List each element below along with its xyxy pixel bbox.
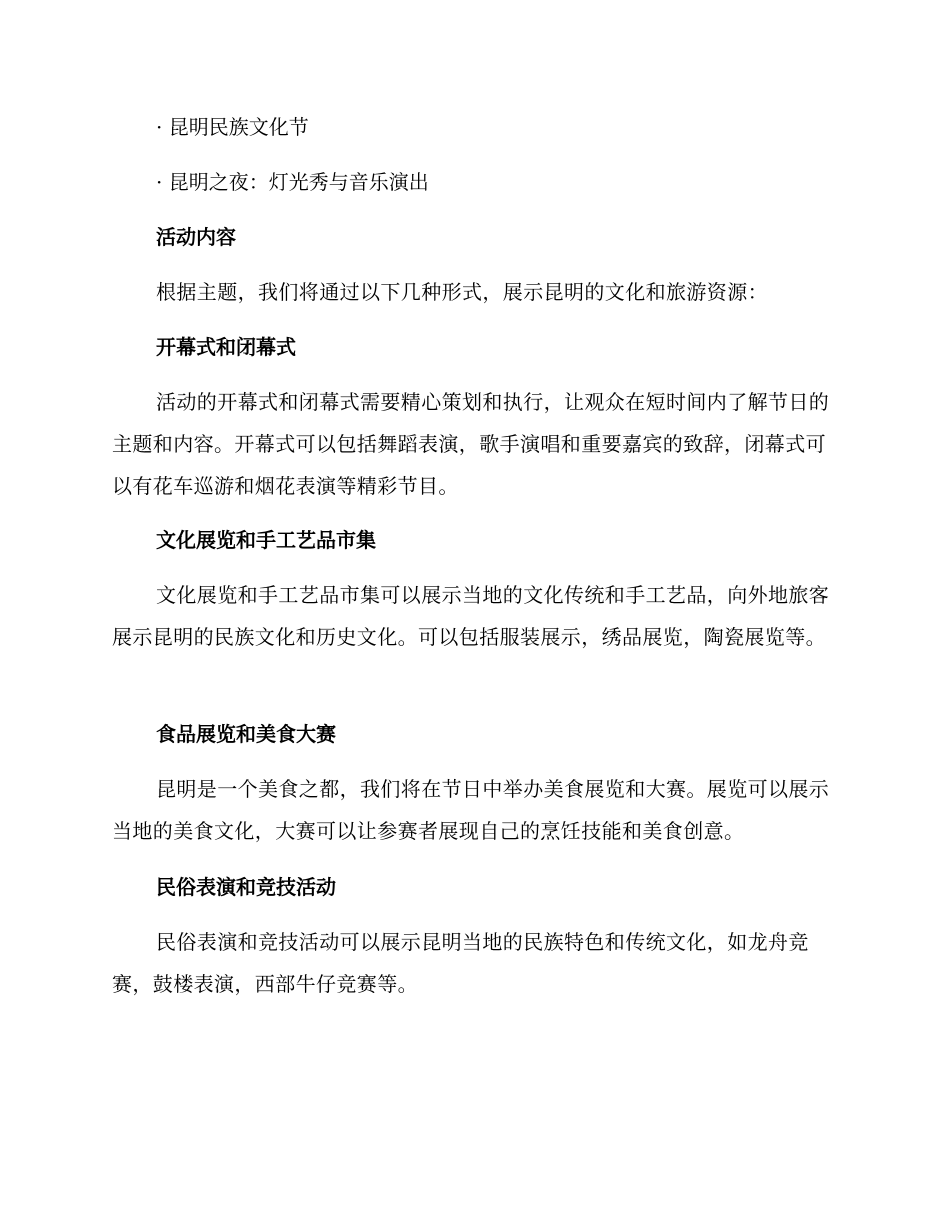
section-heading-folk: 民俗表演和竞技活动 xyxy=(156,875,336,899)
section-heading-ceremony: 开幕式和闭幕式 xyxy=(156,335,296,359)
paragraph-folk: 民俗表演和竞技活动可以展示昆明当地的民族特色和传统文化，如龙舟竞赛，鼓楼表演，西部牛仔竞赛等。 xyxy=(112,930,809,996)
paragraph-ceremony: 活动的开幕式和闭幕式需要精心策划和执行，让观众在短时间内了解节日的主题和内容。开幕式可以包括舞蹈表演，歌手演唱和重要嘉宾的致辞，闭幕式可以有花车巡游和烟花表演等精彩节目。 xyxy=(112,390,830,498)
paragraph-exhibition: 文化展览和手工艺品市集可以展示当地的文化传统和手工艺品，向外地旅客展示昆明的民族文化和历史文化。可以包括服装展示，绣品展览，陶瓷展览等。 xyxy=(112,583,830,649)
bullet-item-culture-festival: · 昆明民族文化节 xyxy=(156,115,309,139)
section-heading-exhibition: 文化展览和手工艺品市集 xyxy=(156,528,376,552)
bullet-item-night-show: · 昆明之夜：灯光秀与音乐演出 xyxy=(156,170,429,194)
section-heading-activity-content: 活动内容 xyxy=(156,225,236,249)
section-heading-food: 食品展览和美食大赛 xyxy=(156,722,336,746)
paragraph-activity-content: 根据主题，我们将通过以下几种形式，展示昆明的文化和旅游资源： xyxy=(156,280,768,304)
paragraph-food: 昆明是一个美食之都，我们将在节日中举办美食展览和大赛。展览可以展示当地的美食文化，大赛可以让参赛者展现自己的烹饪技能和美食创意。 xyxy=(112,777,830,843)
